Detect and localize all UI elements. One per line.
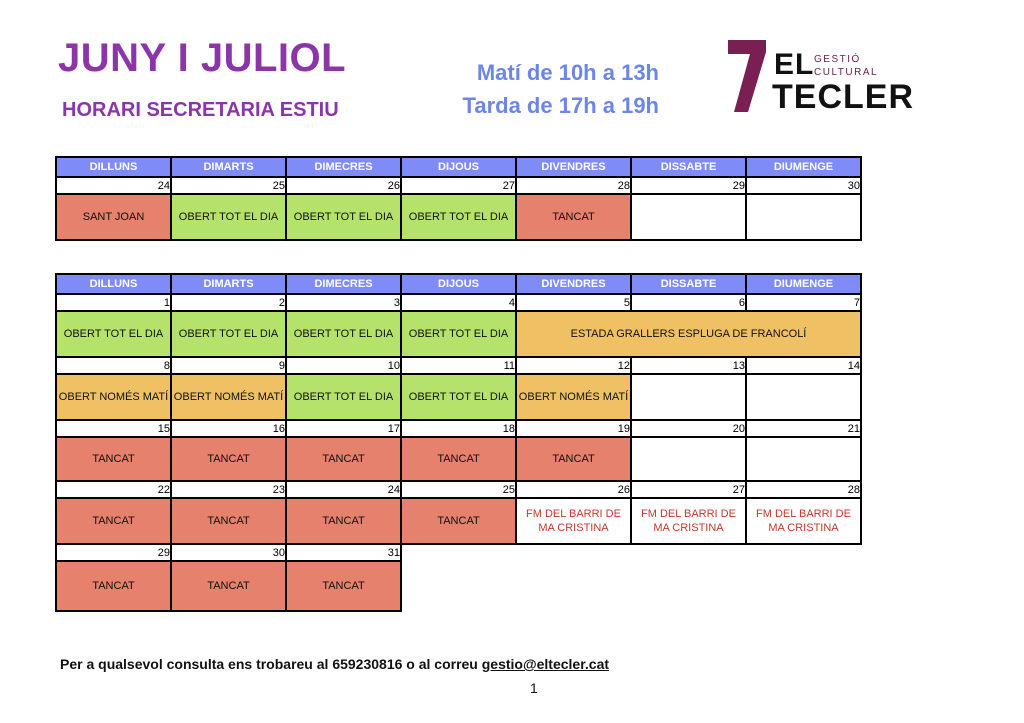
schedule-cell: SANT JOAN: [56, 194, 171, 240]
schedule-row: [56, 561, 861, 611]
day-number: 14: [746, 357, 861, 374]
day-number: 24: [56, 177, 171, 194]
schedule-row: [56, 311, 861, 357]
weekday-header: DIMARTS: [171, 157, 286, 177]
schedule-cell: [746, 374, 861, 420]
day-number: 18: [401, 420, 516, 437]
weekday-header: DISSABTE: [631, 157, 746, 177]
logo-gestio-cultural: [814, 53, 878, 79]
schedule-row: [56, 498, 861, 544]
schedule-cell: OBERT TOT EL DIA: [401, 374, 516, 420]
day-number: 27: [401, 177, 516, 194]
day-number: 30: [746, 177, 861, 194]
day-number: 22: [56, 481, 171, 498]
schedule-cell: OBERT TOT EL DIA: [401, 311, 516, 357]
opening-hours: [443, 56, 659, 122]
weekday-header-row: [56, 157, 861, 177]
day-number: 16: [171, 420, 286, 437]
schedule-cell: OBERT TOT EL DIA: [171, 311, 286, 357]
schedule-cell: FM DEL BARRI DE MA CRISTINA: [516, 498, 631, 544]
page-title: JUNY I JULIOL: [58, 36, 347, 80]
day-number: 3: [286, 294, 401, 311]
day-number-row: [56, 357, 861, 374]
el-tecler-logo: [726, 38, 914, 118]
day-number: 19: [516, 420, 631, 437]
schedule-cell: TANCAT: [516, 194, 631, 240]
day-number: 10: [286, 357, 401, 374]
day-number-row: [56, 294, 861, 311]
schedule-cell: TANCAT: [56, 561, 171, 611]
schedule-cell: TANCAT: [171, 498, 286, 544]
weekday-header: DIMECRES: [286, 157, 401, 177]
weekday-header: DIUMENGE: [746, 157, 861, 177]
empty-cell: [631, 561, 746, 611]
day-number: 20: [631, 420, 746, 437]
schedule-cell-event: ESTADA GRALLERS ESPLUGA DE FRANCOLÍ: [516, 311, 861, 357]
schedule-cell: OBERT TOT EL DIA: [286, 374, 401, 420]
schedule-cell: TANCAT: [286, 561, 401, 611]
contact-footer: [60, 656, 609, 672]
schedule-cell: TANCAT: [516, 437, 631, 481]
day-number: 7: [746, 294, 861, 311]
schedule-cell: TANCAT: [56, 437, 171, 481]
day-number: 23: [171, 481, 286, 498]
page-number: 1: [530, 680, 538, 696]
day-number: 27: [631, 481, 746, 498]
schedule-cell: [631, 374, 746, 420]
schedule-cell: TANCAT: [171, 437, 286, 481]
schedule-cell: OBERT NOMÉS MATÍ: [171, 374, 286, 420]
schedule-cell: OBERT NOMÉS MATÍ: [56, 374, 171, 420]
empty-cell: [401, 544, 516, 561]
july-calendar: [55, 273, 862, 612]
logo-cultural: CULTURAL: [814, 67, 879, 78]
day-number: 28: [516, 177, 631, 194]
hours-morning: Matí de 10h a 13h: [476, 60, 659, 85]
schedule-cell: TANCAT: [286, 437, 401, 481]
day-number: 26: [286, 177, 401, 194]
schedule-cell: OBERT TOT EL DIA: [286, 194, 401, 240]
schedule-cell: FM DEL BARRI DE MA CRISTINA: [631, 498, 746, 544]
weekday-header: DIVENDRES: [516, 274, 631, 294]
page-subtitle: HORARI SECRETARIA ESTIU: [62, 99, 339, 121]
day-number: 11: [401, 357, 516, 374]
day-number: 9: [171, 357, 286, 374]
empty-cell: [516, 561, 631, 611]
day-number-row: [56, 177, 861, 194]
weekday-header: DILLUNS: [56, 157, 171, 177]
day-number: 5: [516, 294, 631, 311]
weekday-header: DISSABTE: [631, 274, 746, 294]
schedule-cell: [746, 437, 861, 481]
logo-gestio: GESTIÓ: [814, 54, 861, 65]
day-number: 25: [171, 177, 286, 194]
weekday-header: DIUMENGE: [746, 274, 861, 294]
schedule-cell: TANCAT: [171, 561, 286, 611]
day-number-row: [56, 544, 861, 561]
schedule-cell: [631, 194, 746, 240]
day-number: 1: [56, 294, 171, 311]
logo-tecler: TECLER: [772, 78, 914, 116]
schedule-cell: OBERT NOMÉS MATÍ: [516, 374, 631, 420]
day-number: 15: [56, 420, 171, 437]
schedule-cell: [746, 194, 861, 240]
weekday-header: DIJOUS: [401, 157, 516, 177]
contact-email-link[interactable]: gestio@eltecler.cat: [481, 656, 610, 672]
schedule-cell: TANCAT: [286, 498, 401, 544]
weekday-header: DIMECRES: [286, 274, 401, 294]
day-number: 12: [516, 357, 631, 374]
empty-cell: [746, 561, 861, 611]
day-number: 2: [171, 294, 286, 311]
day-number: 24: [286, 481, 401, 498]
empty-cell: [746, 544, 861, 561]
day-number-row: [56, 420, 861, 437]
schedule-row: [56, 437, 861, 481]
schedule-cell: TANCAT: [56, 498, 171, 544]
weekday-header: DIVENDRES: [516, 157, 631, 177]
hours-afternoon: Tarda de 17h a 19h: [462, 93, 659, 118]
schedule-cell: OBERT TOT EL DIA: [286, 311, 401, 357]
schedule-cell: TANCAT: [401, 498, 516, 544]
schedule-cell: OBERT TOT EL DIA: [401, 194, 516, 240]
day-number: 28: [746, 481, 861, 498]
day-number: 17: [286, 420, 401, 437]
day-number: 29: [56, 544, 171, 561]
day-number: 31: [286, 544, 401, 561]
weekday-header: DIJOUS: [401, 274, 516, 294]
empty-cell: [631, 544, 746, 561]
schedule-cell: [631, 437, 746, 481]
day-number: 29: [631, 177, 746, 194]
empty-cell: [516, 544, 631, 561]
weekday-header: DILLUNS: [56, 274, 171, 294]
day-number: 6: [631, 294, 746, 311]
day-number: 13: [631, 357, 746, 374]
weekday-header-row: [56, 274, 861, 294]
empty-cell: [401, 561, 516, 611]
logo-el: EL: [774, 48, 815, 81]
schedule-cell: OBERT TOT EL DIA: [171, 194, 286, 240]
day-number-row: [56, 481, 861, 498]
seven-logo-icon: [726, 38, 768, 114]
schedule-cell: OBERT TOT EL DIA: [56, 311, 171, 357]
schedule-row: [56, 374, 861, 420]
day-number: 26: [516, 481, 631, 498]
day-number: 21: [746, 420, 861, 437]
schedule-row: [56, 194, 861, 240]
weekday-header: DIMARTS: [171, 274, 286, 294]
day-number: 4: [401, 294, 516, 311]
schedule-cell: TANCAT: [401, 437, 516, 481]
day-number: 30: [171, 544, 286, 561]
june-calendar: [55, 156, 862, 241]
day-number: 25: [401, 481, 516, 498]
contact-text: Per a qualsevol consulta ens trobareu al 659230816 o al correu: [60, 656, 482, 672]
day-number: 8: [56, 357, 171, 374]
schedule-cell: FM DEL BARRI DE MA CRISTINA: [746, 498, 861, 544]
